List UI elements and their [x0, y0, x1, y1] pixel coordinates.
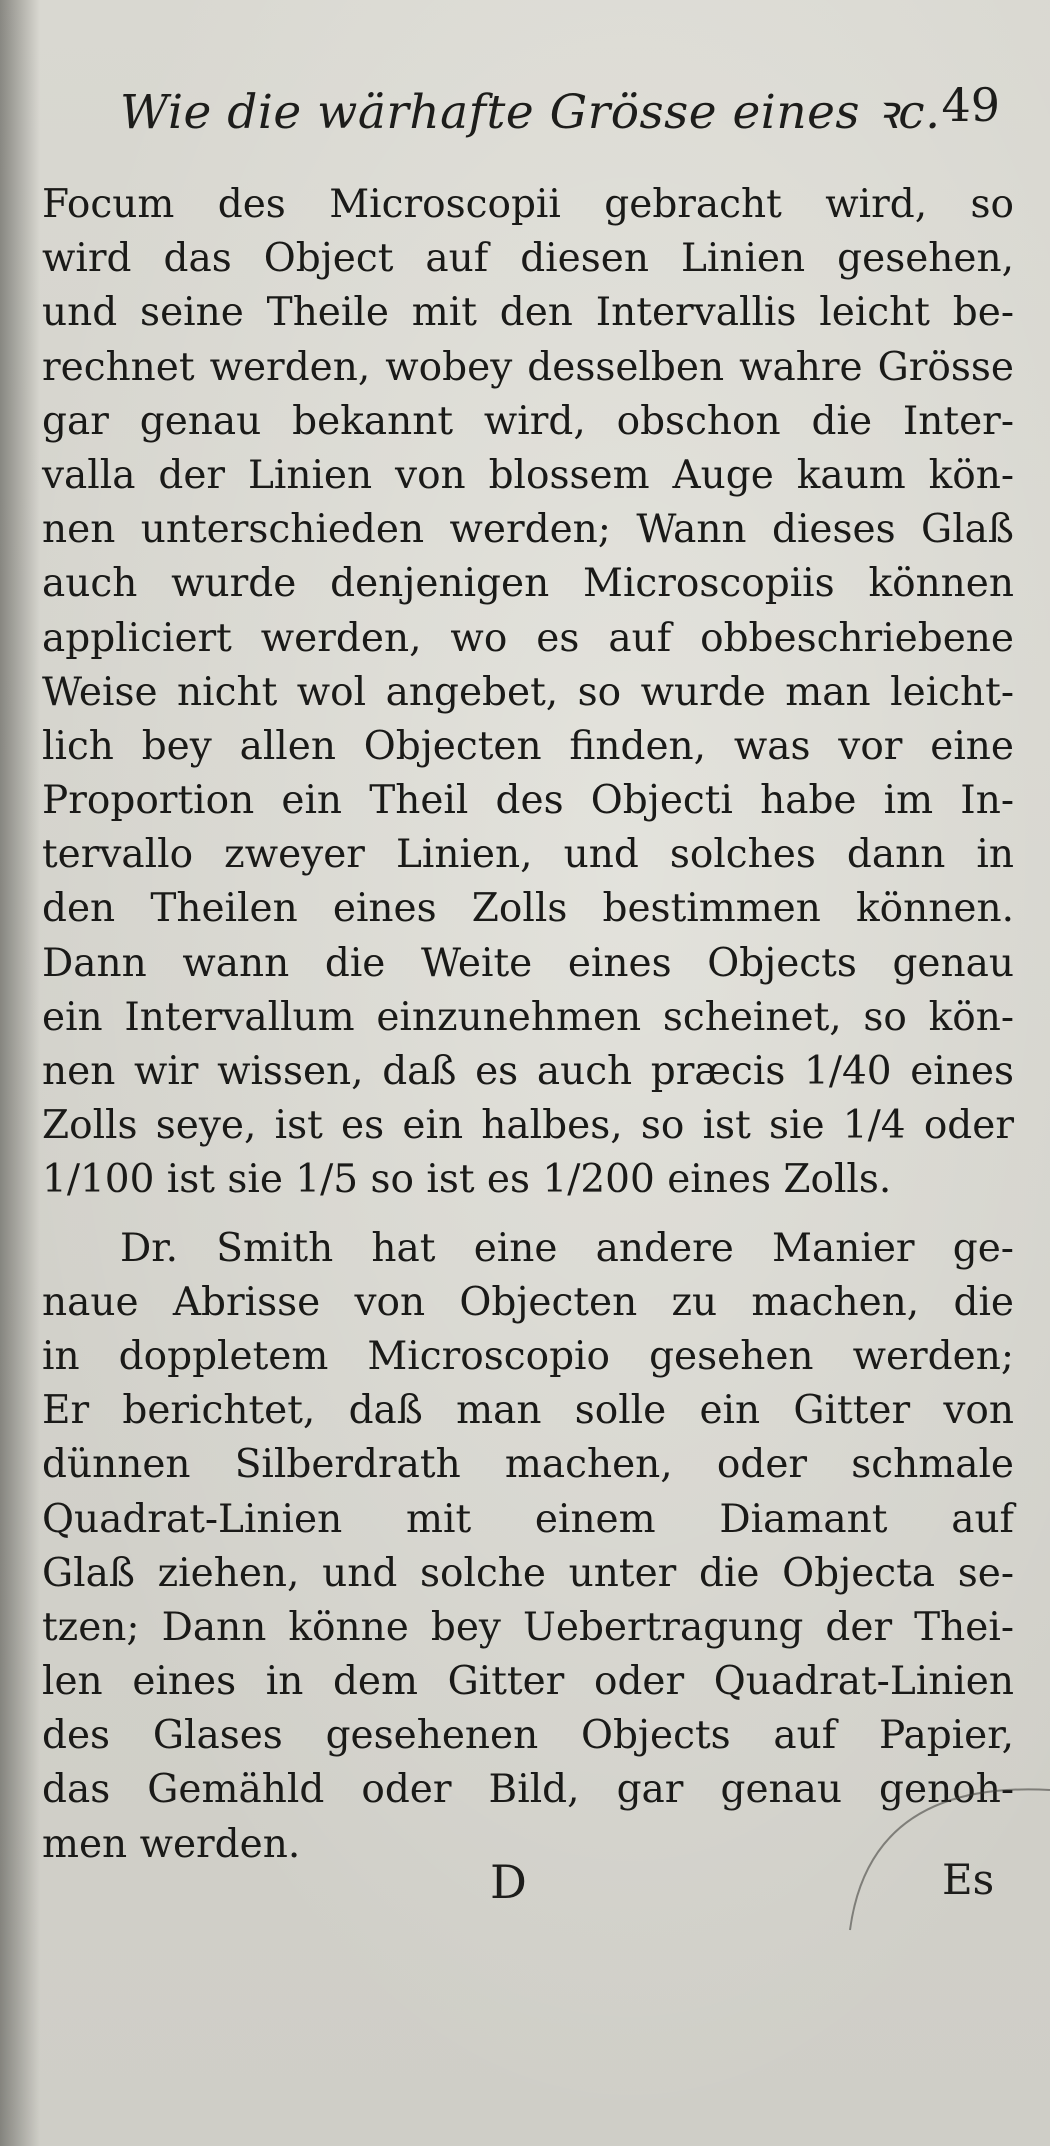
text-line: nen wir wissen, daß es auch præcis 1/40 eines	[42, 1049, 1014, 1094]
text-line: tzen; Dann könne bey Uebertragung der Thei-	[42, 1604, 1014, 1650]
text-line: ein Intervallum einzunehmen scheinet, so kön-	[42, 994, 1014, 1040]
text-line: lich bey allen Objecten finden, was vor eine	[42, 723, 1014, 769]
page-number: 49	[941, 78, 1000, 132]
text-line: gar genau bekannt wird, obschon die Inter-	[42, 398, 1014, 444]
text-line: men werden.	[42, 1821, 301, 1867]
text-line: nen unterschieden werden; Wann dieses Glaß	[42, 507, 1014, 553]
text-line: 1/100 ist sie 1/5 so ist es 1/200 eines Zolls.	[42, 1157, 892, 1203]
text-line: len eines in dem Gitter oder Quadrat-Linien	[42, 1659, 1014, 1705]
text-line: Focum des Microscopii gebracht wird, so	[42, 182, 1014, 227]
text-line: rechnet werden, wobey desselben wahre Grösse	[42, 344, 1014, 390]
text-line: dünnen Silberdrath machen, oder schmale	[42, 1442, 1014, 1488]
text-line: Quadrat-Linien mit einem Diamant auf	[42, 1496, 1014, 1542]
text-line: Proportion ein Theil des Objecti habe im In-	[42, 778, 1014, 824]
text-line: valla der Linien von blossem Auge kaum kön-	[42, 452, 1014, 498]
text-line: Glaß ziehen, und solche unter die Objecta se-	[42, 1550, 1014, 1596]
text-line: naue Abrisse von Objecten zu machen, die	[42, 1279, 1014, 1325]
text-line: Dann wann die Weite eines Objects genau	[42, 940, 1014, 986]
text-line: Weise nicht wol angebet, so wurde man leicht-	[42, 669, 1014, 715]
catchword: Es	[942, 1855, 995, 1904]
text-line: appliciert werden, wo es auf obbeschriebene	[42, 615, 1014, 661]
text-line: auch wurde denjenigen Microscopiis können	[42, 561, 1014, 607]
text-line: Er berichtet, daß man solle ein Gitter von	[42, 1388, 1014, 1434]
text-line: in doppletem Microscopio gesehen werden;	[42, 1333, 1014, 1379]
running-title: Wie die wärhafte Grösse eines ꝛc.	[120, 85, 941, 140]
text-line: des Glases gesehenen Objects auf Papier,	[42, 1713, 1014, 1759]
text-line: wird das Object auf diesen Linien gesehen,	[42, 236, 1014, 282]
signature-mark: D	[490, 1855, 527, 1909]
text-line: das Gemähld oder Bild, gar genau genoh-	[42, 1767, 1014, 1813]
text-line: und seine Theile mit den Intervallis leicht be-	[42, 290, 1014, 336]
text-line: den Theilen eines Zolls bestimmen können.	[42, 886, 1014, 932]
text-line: tervallo zweyer Linien, und solches dann in	[42, 832, 1014, 878]
text-line: Zolls seye, ist es ein halbes, so ist sie 1/4 oder	[42, 1103, 1014, 1149]
text-line: Dr. Smith hat eine andere Manier ge-	[120, 1225, 1014, 1271]
